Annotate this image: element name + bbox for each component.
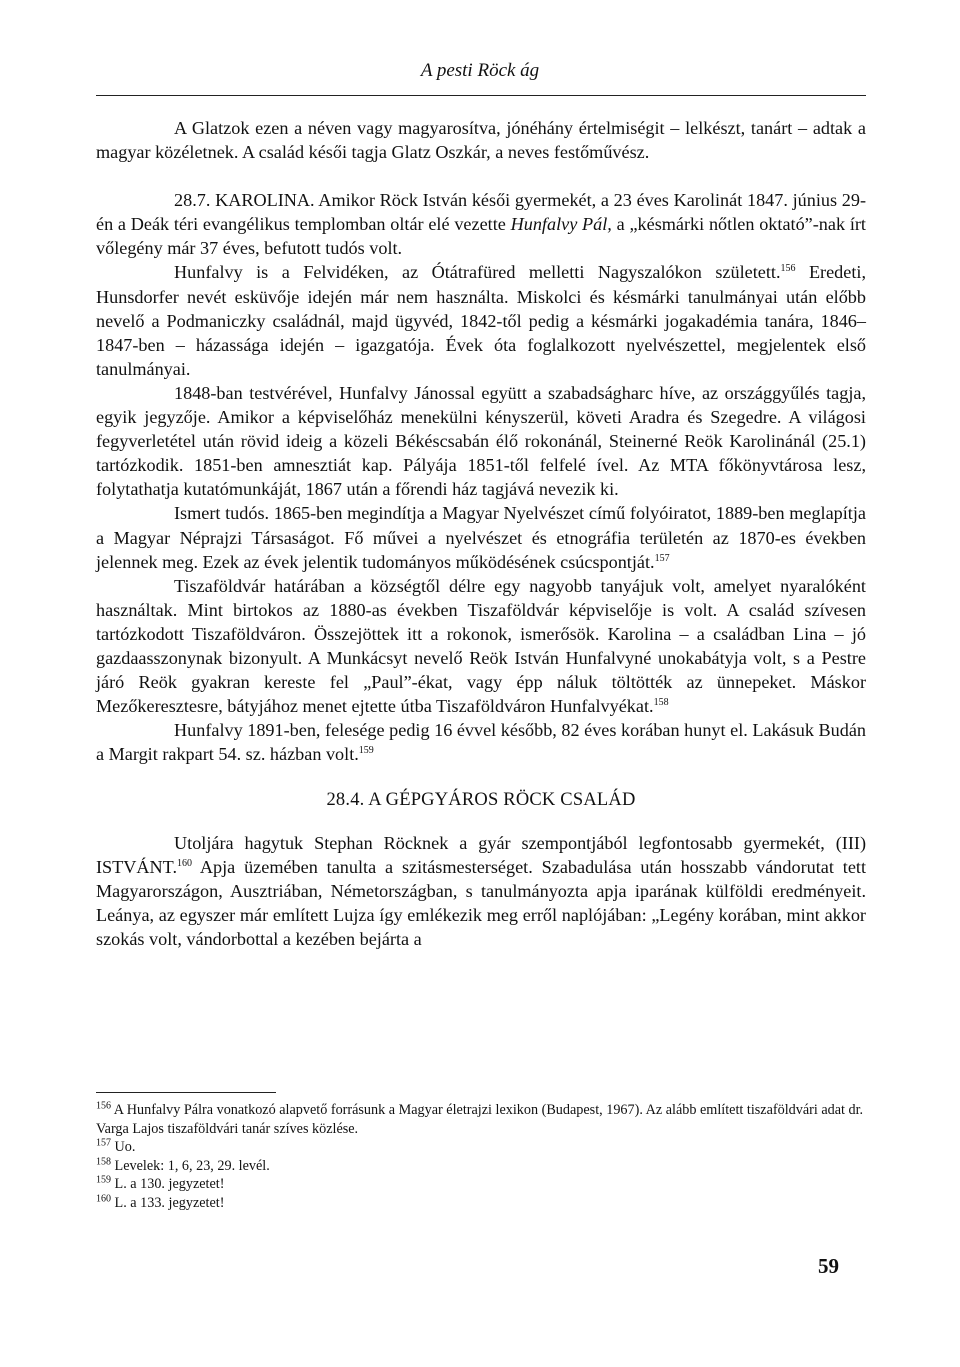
footnote-ref[interactable]: 157 <box>654 552 670 564</box>
paragraph: Ismert tudós. 1865-ben megindítja a Magyar Nyelvészet című folyóiratot, 1889-ben meglapítja a Magyar Néprajzi Társaságot. Fő művei a nyelvészet és etnográfia területén az 1870-es években jelennek meg. Ezek az évek jelentik tudományos működésének csúcspontját.$^{157}$ <box>96 503 866 572</box>
footnote-number: 157 <box>96 1137 111 1149</box>
footnote-text: L. a 130. jegyzetet! <box>114 1176 225 1192</box>
header-rule <box>96 95 866 96</box>
footnote-number: 160 <box>96 1192 111 1204</box>
paragraph: Tiszaföldvár határában a községtől délre egy nagyobb tanyájuk volt, amelyet nyaralóként használtak. Mint birtokos az 1880-as években Tiszaföldvár képviselője is volt. A család szívesen tartózkodott Tiszaföldváron. Összejöttek itt a rokonok, ismerősök. Karolina – a családban Lina – jó gazdaasszonynak bizonyult. A Munkácsyt nevelő Reök István Hunfalvyné unokabátyja volt, s a Pestre járó Reök gyakran kereste fel „Paul”-ékat, vagy épp náluk töltötték az ünnepeket. Máskor Mezőkeresztesre, bátyjához menet ejtette útba Tiszaföldváron Hunfalvyékat.$^{158}$ <box>96 575 866 717</box>
footnote-text: L. a 133. jegyzetet! <box>114 1194 225 1211</box>
footnote-ref[interactable]: 158 <box>653 697 669 709</box>
paragraph: 1848-ban testvérével, Hunfalvy Jánossal együtt a szabadságharc híve, az országgyűlés tagja, egyik jegyzője. Amikor a képviselőház menekülni kényszerül, követi Aradra és Szegedre. A világosi fegyverletétel után rövid ideig a közeli Békéscsabán élő rokonánál, Steinerné Reök Karolinánál (25.1) tartózkodik. 1851-ben amnesztiát kap. Pályája 1851-től felfelé ível. Az MTA főkönyvtárosa lesz, folytathatja kutatómunkáját, 1867 után a főrendi ház tagjává nevezik ki. <box>96 382 866 500</box>
footnote-number: 159 <box>96 1174 111 1186</box>
page-number: 59 <box>818 1254 839 1278</box>
section-heading: 28.4. A GÉPGYÁROS RÖCK CSALÁD <box>326 790 636 811</box>
footnote-number: 156 <box>96 1100 111 1112</box>
footnote-number: 158 <box>96 1155 111 1167</box>
footnotes <box>96 1101 866 1212</box>
footnote <box>96 1138 866 1157</box>
paragraph: Utoljára hagytuk Stephan Röcknek a gyár szempontjából legfontosabb gyermekét, (III) ISTVÁNT.$^{160}$ Apja üzemében tanulta a szitásmesterséget. Szabadulása után hosszabb vándorutat tett Magyarországon, Ausztriában, Németországban, s tanulmányozta apja iparának külföldi eredményeit. Leánya, az egyszer már említett Lujza így emlékezik meg erről naplójában: „Legény korában, mint akkor szokás volt, vándorbottal a kezében bejárta a <box>96 832 866 949</box>
paragraph: A Glatzok ezen a néven vagy magyarosítva, jónéhány értelmiségit – lelkészt, tanárt – adtak a magyar közéletnek. A család késői tagja Glatz Oszkár, a neves festőművész. <box>96 118 866 163</box>
footnote <box>96 1157 866 1176</box>
footnote <box>96 1101 866 1138</box>
paragraph: 28.7. KAROLINA. Amikor Röck István késői gyermekét, a 23 éves Karolinát 1847. június 29-én a Deák téri evangélikus templomban oltár elé vezette Hunfalvy Pál, a „késmárki nőtlen oktató”-nak írt vőlegény már 37 éves, befutott tudós volt. <box>96 190 866 259</box>
footnote-text: Uo. <box>114 1139 136 1155</box>
footnote <box>96 1194 866 1213</box>
running-head: A pesti Röck ág <box>420 60 540 81</box>
footnote-ref[interactable]: 159 <box>358 745 374 757</box>
subsection-number: 28.7. <box>174 190 211 211</box>
footnote-ref[interactable]: 156 <box>780 263 796 275</box>
subsection-title: KAROLINA. <box>215 190 315 211</box>
paragraph: Hunfalvy is a Felvidéken, az Ótátrafüred melletti Nagyszalókon született.$^{156}$ Eredeti, Hunsdorfer nevét esküvője idején már nem használta. Miskolci és késmárki tanulmányai után előbb nevelő a Podmaniczky családnál, majd ügyvéd, 1842-től pedig a késmárki jogakadémia tanára, 1846–1847-ben – házassága idején – igazgatója. Évek óta foglalkozott nyelvészettel, megjelentek első tanulmányai. <box>96 262 866 379</box>
footnote <box>96 1175 866 1194</box>
person-name: Hunfalvy Pál, <box>510 214 612 235</box>
main-text <box>96 116 866 951</box>
footnote-ref[interactable]: 160 <box>177 857 192 869</box>
paragraph: Hunfalvy 1891-ben, felesége pedig 16 évvel később, 82 éves korában hunyt el. Lakásuk Budán a Margit rakpart 54. sz. házban volt.$^{159}$ <box>96 720 866 765</box>
footnote-text: Levelek: 1, 6, 23, 29. levél. <box>114 1157 270 1174</box>
footnote-separator <box>96 1092 276 1093</box>
footnote-text: A Hunfalvy Pálra vonatkozó alapvető forrásunk a Magyar életrajzi lexikon (Budapest, 1967). Az alább említett tiszaföldvári adat dr. Varga Lajos tiszaföldvári tanár szíves közlése. <box>96 1102 864 1137</box>
